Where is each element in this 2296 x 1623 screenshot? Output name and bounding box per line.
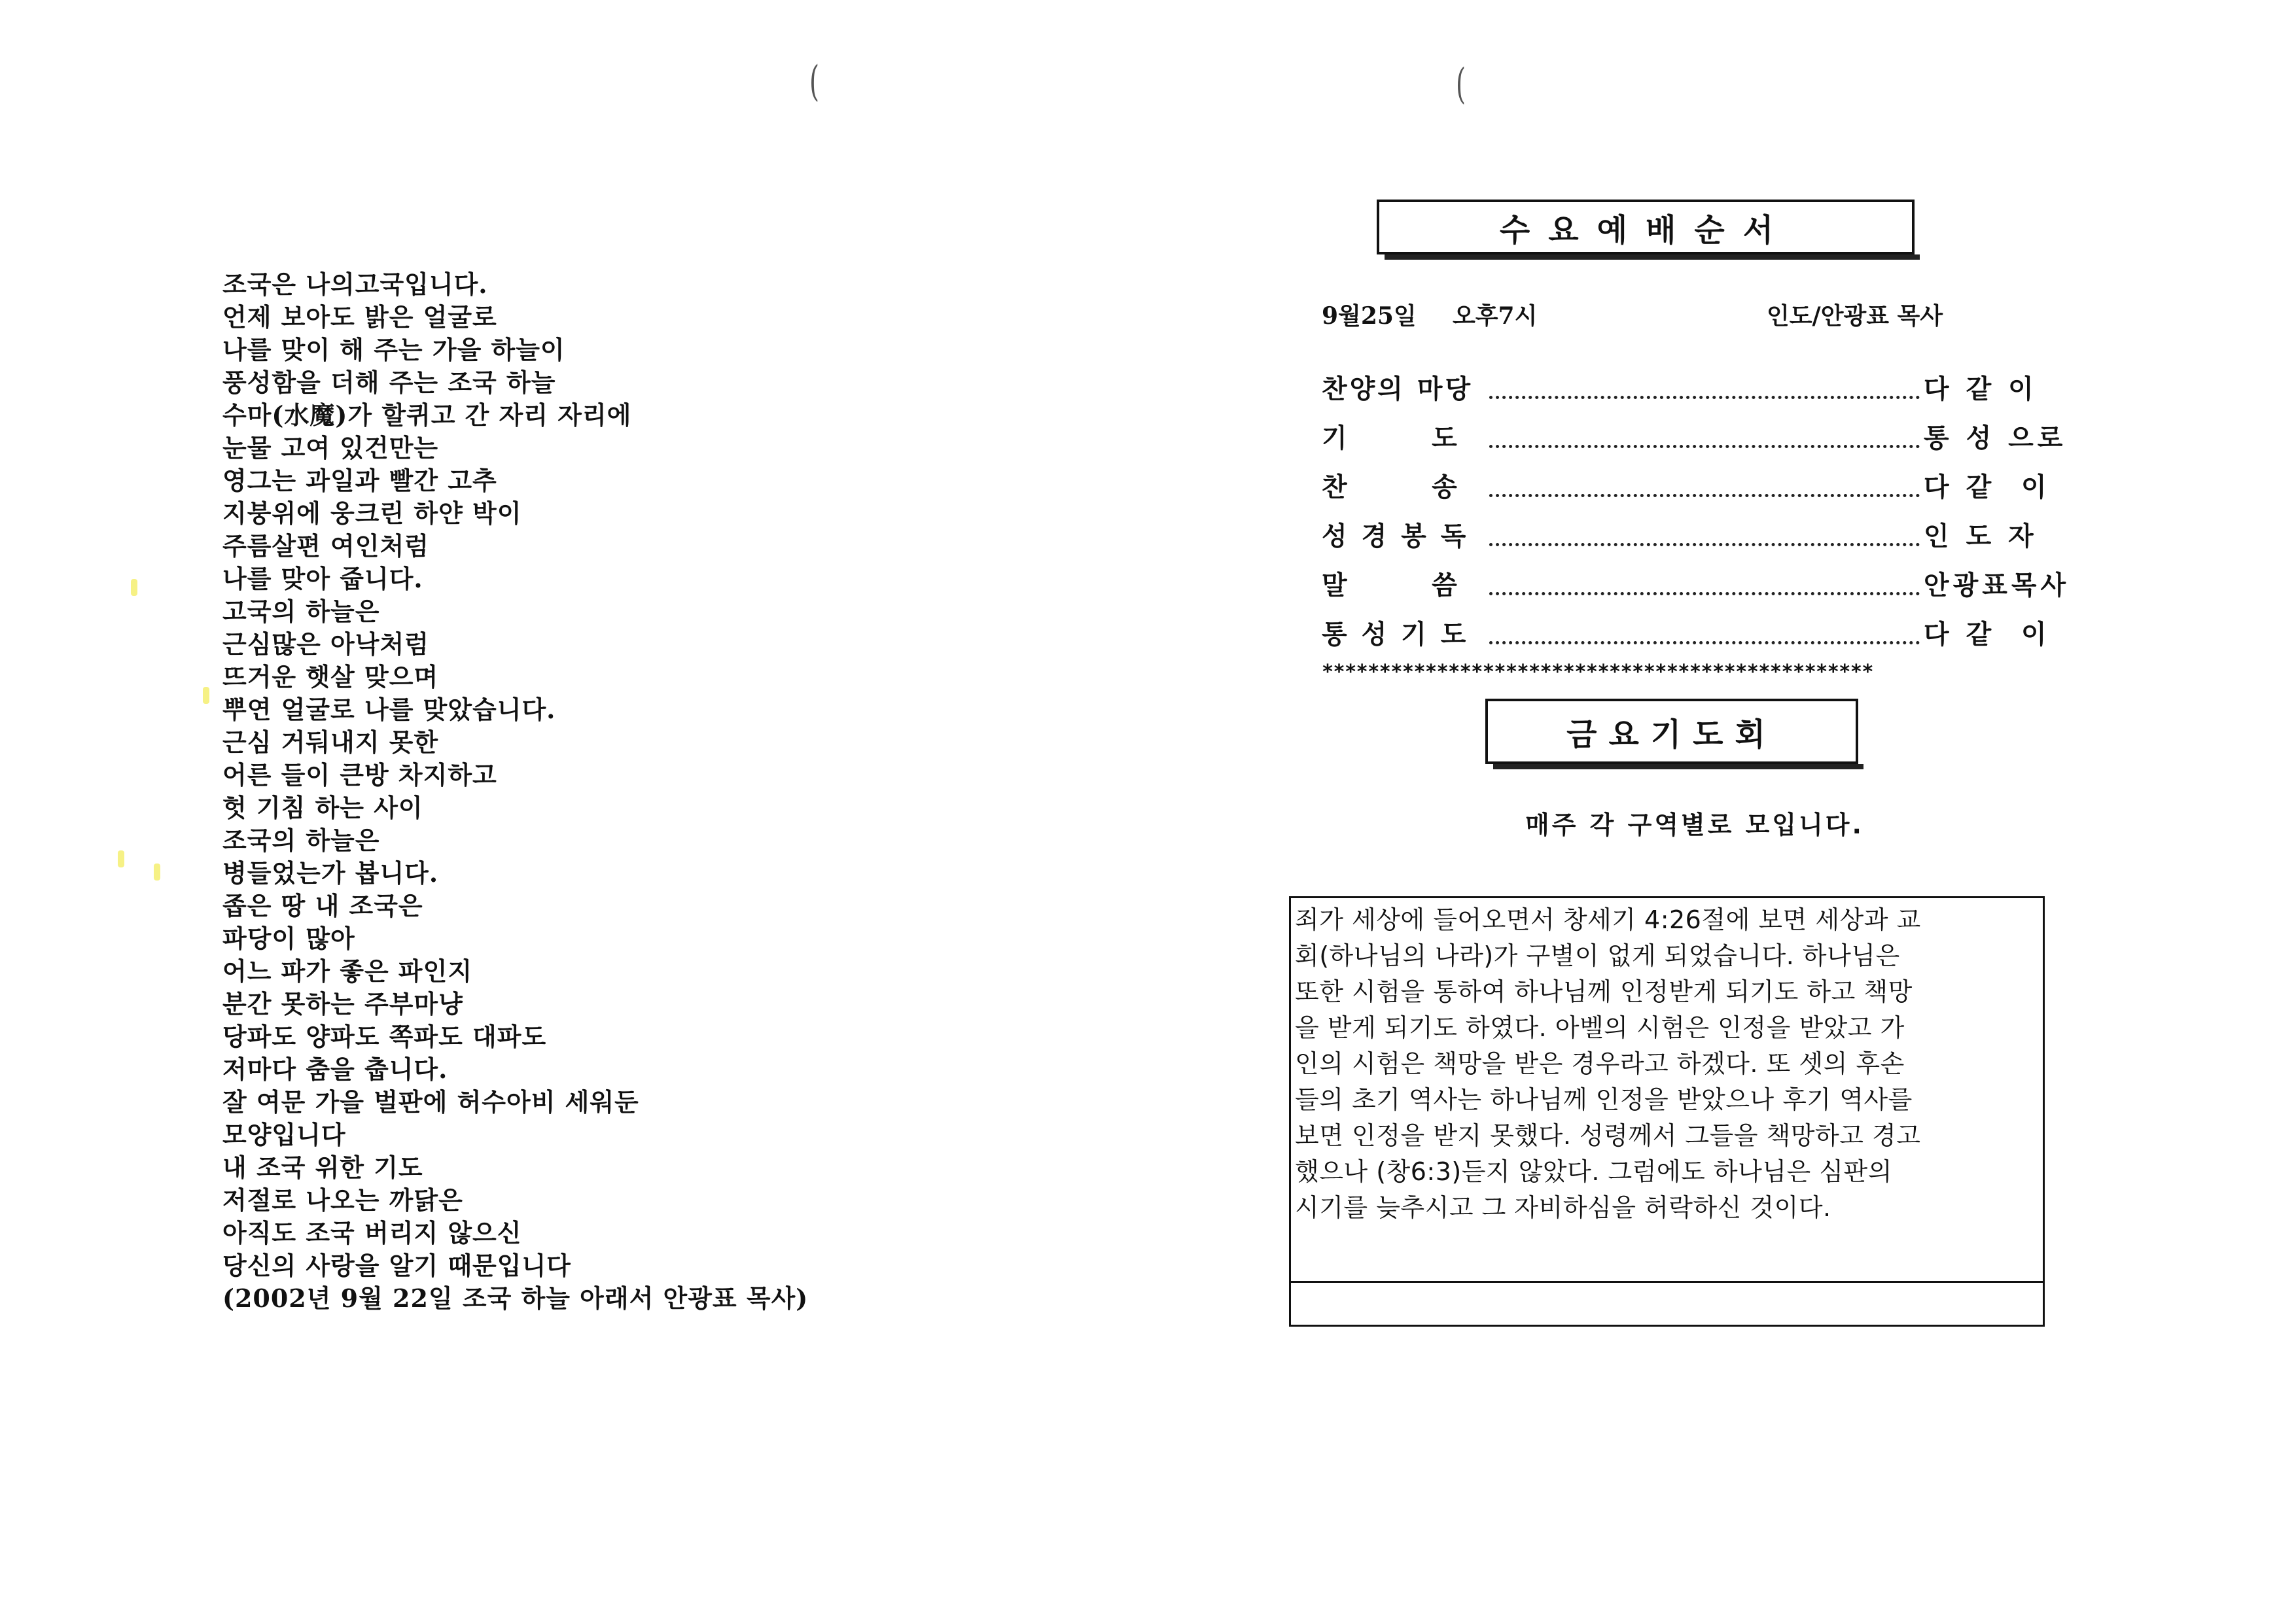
dot-leader bbox=[1489, 542, 1920, 546]
poem-signature: (2002년 9월 22일 조국 하늘 아래서 안광표 목사) bbox=[222, 1283, 809, 1313]
scan-speck bbox=[203, 687, 209, 704]
poem-line: 조국은 나의고국입니다. bbox=[222, 270, 488, 299]
poem-line: 언제 보아도 밝은 얼굴로 bbox=[222, 302, 497, 332]
poem-line: 파당이 많아 bbox=[222, 924, 355, 953]
dot-leader bbox=[1489, 444, 1920, 448]
dot-leader bbox=[1489, 395, 1920, 399]
poem-line: 병들었는가 봅니다. bbox=[222, 858, 439, 888]
poem-line: 헛 기침 하는 사이 bbox=[222, 793, 423, 822]
poem-line: 분간 못하는 주부마냥 bbox=[222, 989, 463, 1019]
order-item-person: 통 성 으로 bbox=[1924, 423, 2067, 453]
poem-line: 눈물 고여 있건만는 bbox=[222, 433, 439, 462]
poem-line: 풍성함을 더해 주는 조국 하늘 bbox=[222, 368, 556, 397]
order-item-name: 찬 송 bbox=[1322, 472, 1460, 502]
friday-prayer-title: 금요기도회 bbox=[1485, 699, 1858, 764]
scan-speck bbox=[131, 579, 137, 596]
poem-line: 나를 맞아 줍니다. bbox=[222, 564, 423, 593]
sermon-text bbox=[1295, 902, 2040, 1226]
poem-line: 당신의 사랑을 알기 때문입니다 bbox=[222, 1251, 571, 1280]
order-item bbox=[1322, 553, 2068, 602]
friday-prayer-note: 매주 각 구역별로 모입니다. bbox=[1525, 811, 1864, 839]
poem-line: 저마다 춤을 춥니다. bbox=[222, 1055, 448, 1084]
poem-line: 수마(水魔)가 할퀴고 간 자리 자리에 bbox=[222, 400, 632, 430]
order-item-name: 찬양의 마당 bbox=[1322, 374, 1474, 404]
sermon-box-rule bbox=[1291, 1281, 2043, 1283]
sermon-line: 시기를 늦추시고 그 자비하심을 허락하신 것이다. bbox=[1295, 1193, 1831, 1222]
poem-line: 내 조국 위한 기도 bbox=[222, 1153, 423, 1182]
sermon-line: 죄가 세상에 들어오면서 창세기 4:26절에 보면 세상과 교 bbox=[1295, 905, 1921, 934]
order-item-person: 안광표목사 bbox=[1924, 570, 2070, 601]
poem-line: 주름살편 여인처럼 bbox=[222, 531, 429, 561]
order-item bbox=[1322, 357, 2068, 406]
poem-line: 어느 파가 좋은 파인지 bbox=[222, 956, 473, 986]
poem-line: 저절로 나오는 까닭은 bbox=[222, 1185, 463, 1215]
sermon-line: 들의 초기 역사는 하나님께 인정을 받았으나 후기 역사를 bbox=[1295, 1085, 1913, 1114]
scan-mark-left: ( bbox=[809, 58, 819, 106]
order-item-person: 다 같 이 bbox=[1924, 374, 2038, 404]
service-date: 9월25일 bbox=[1322, 302, 1417, 330]
service-leader: 인도/안광표 목사 bbox=[1767, 302, 1943, 330]
poem bbox=[222, 268, 877, 1315]
dot-leader bbox=[1489, 640, 1920, 644]
poem-line: 뜨거운 햇살 맞으며 bbox=[222, 662, 439, 691]
poem-line: 잘 여문 가을 벌판에 허수아비 세워둔 bbox=[222, 1087, 639, 1117]
sermon-line: 또한 시험을 통하여 하나님께 인정받게 되기도 하고 책망 bbox=[1295, 977, 1913, 1006]
order-item bbox=[1322, 602, 2068, 651]
poem-line: 나를 맞이 해 주는 가을 하늘이 bbox=[222, 335, 565, 364]
dot-leader bbox=[1489, 493, 1920, 497]
poem-line: 조국의 하늘은 bbox=[222, 826, 380, 855]
scan-speck bbox=[118, 850, 124, 867]
order-item-person: 인 도 자 bbox=[1924, 521, 2038, 551]
order-item bbox=[1322, 406, 2068, 455]
sermon-line: 보면 인정을 받지 못했다. 성령께서 그들을 책망하고 경고 bbox=[1295, 1121, 1921, 1150]
poem-line: 고국의 하늘은 bbox=[222, 597, 380, 626]
sermon-line: 을 받게 되기도 하였다. 아벨의 시험은 인정을 받았고 가 bbox=[1295, 1013, 1905, 1042]
order-list bbox=[1322, 357, 2068, 651]
poem-line: 모양입니다 bbox=[222, 1120, 346, 1149]
order-item-person: 다 같 이 bbox=[1924, 472, 2051, 502]
order-item-name: 성 경 봉 독 bbox=[1322, 521, 1469, 551]
sermon-line: 했으나 (창6:3)듣지 않았다. 그럼에도 하나님은 심판의 bbox=[1295, 1157, 1892, 1186]
poem-line: 좁은 땅 내 조국은 bbox=[222, 891, 423, 920]
sermon-box bbox=[1289, 896, 2045, 1327]
poem-line: 근심 거둬내지 못한 bbox=[222, 727, 439, 757]
poem-line: 영그는 과일과 빨간 고추 bbox=[222, 466, 497, 495]
order-item-name: 통 성 기 도 bbox=[1322, 620, 1469, 650]
sermon-line: 회(하나님의 나라)가 구별이 없게 되었습니다. 하나님은 bbox=[1295, 941, 1900, 970]
sermon-line: 인의 시험은 책망을 받은 경우라고 하겠다. 또 셋의 후손 bbox=[1295, 1049, 1905, 1078]
order-item-name: 기 도 bbox=[1322, 423, 1460, 453]
order-item-name: 말 씀 bbox=[1322, 570, 1460, 601]
order-item bbox=[1322, 504, 2068, 553]
scan-mark-right: ( bbox=[1455, 60, 1466, 109]
order-item-person: 다 같 이 bbox=[1924, 620, 2051, 650]
scan-speck bbox=[154, 864, 160, 881]
service-time: 오후7시 bbox=[1453, 302, 1538, 330]
dot-leader bbox=[1489, 591, 1920, 595]
poem-line: 근심많은 아낙처럼 bbox=[222, 629, 429, 659]
poem-line: 아직도 조국 버리지 않으신 bbox=[222, 1218, 522, 1248]
poem-line: 지붕위에 웅크린 하얀 박이 bbox=[222, 498, 522, 528]
poem-line: 뿌연 얼굴로 나를 맞았습니다. bbox=[222, 695, 556, 724]
order-of-service-title: 수요예배순서 bbox=[1377, 200, 1915, 254]
poem-line: 당파도 양파도 쪽파도 대파도 bbox=[222, 1022, 547, 1051]
order-item bbox=[1322, 455, 2068, 504]
star-separator: ************************************************ bbox=[1322, 661, 1873, 684]
poem-line: 어른 들이 큰방 차지하고 bbox=[222, 760, 497, 790]
